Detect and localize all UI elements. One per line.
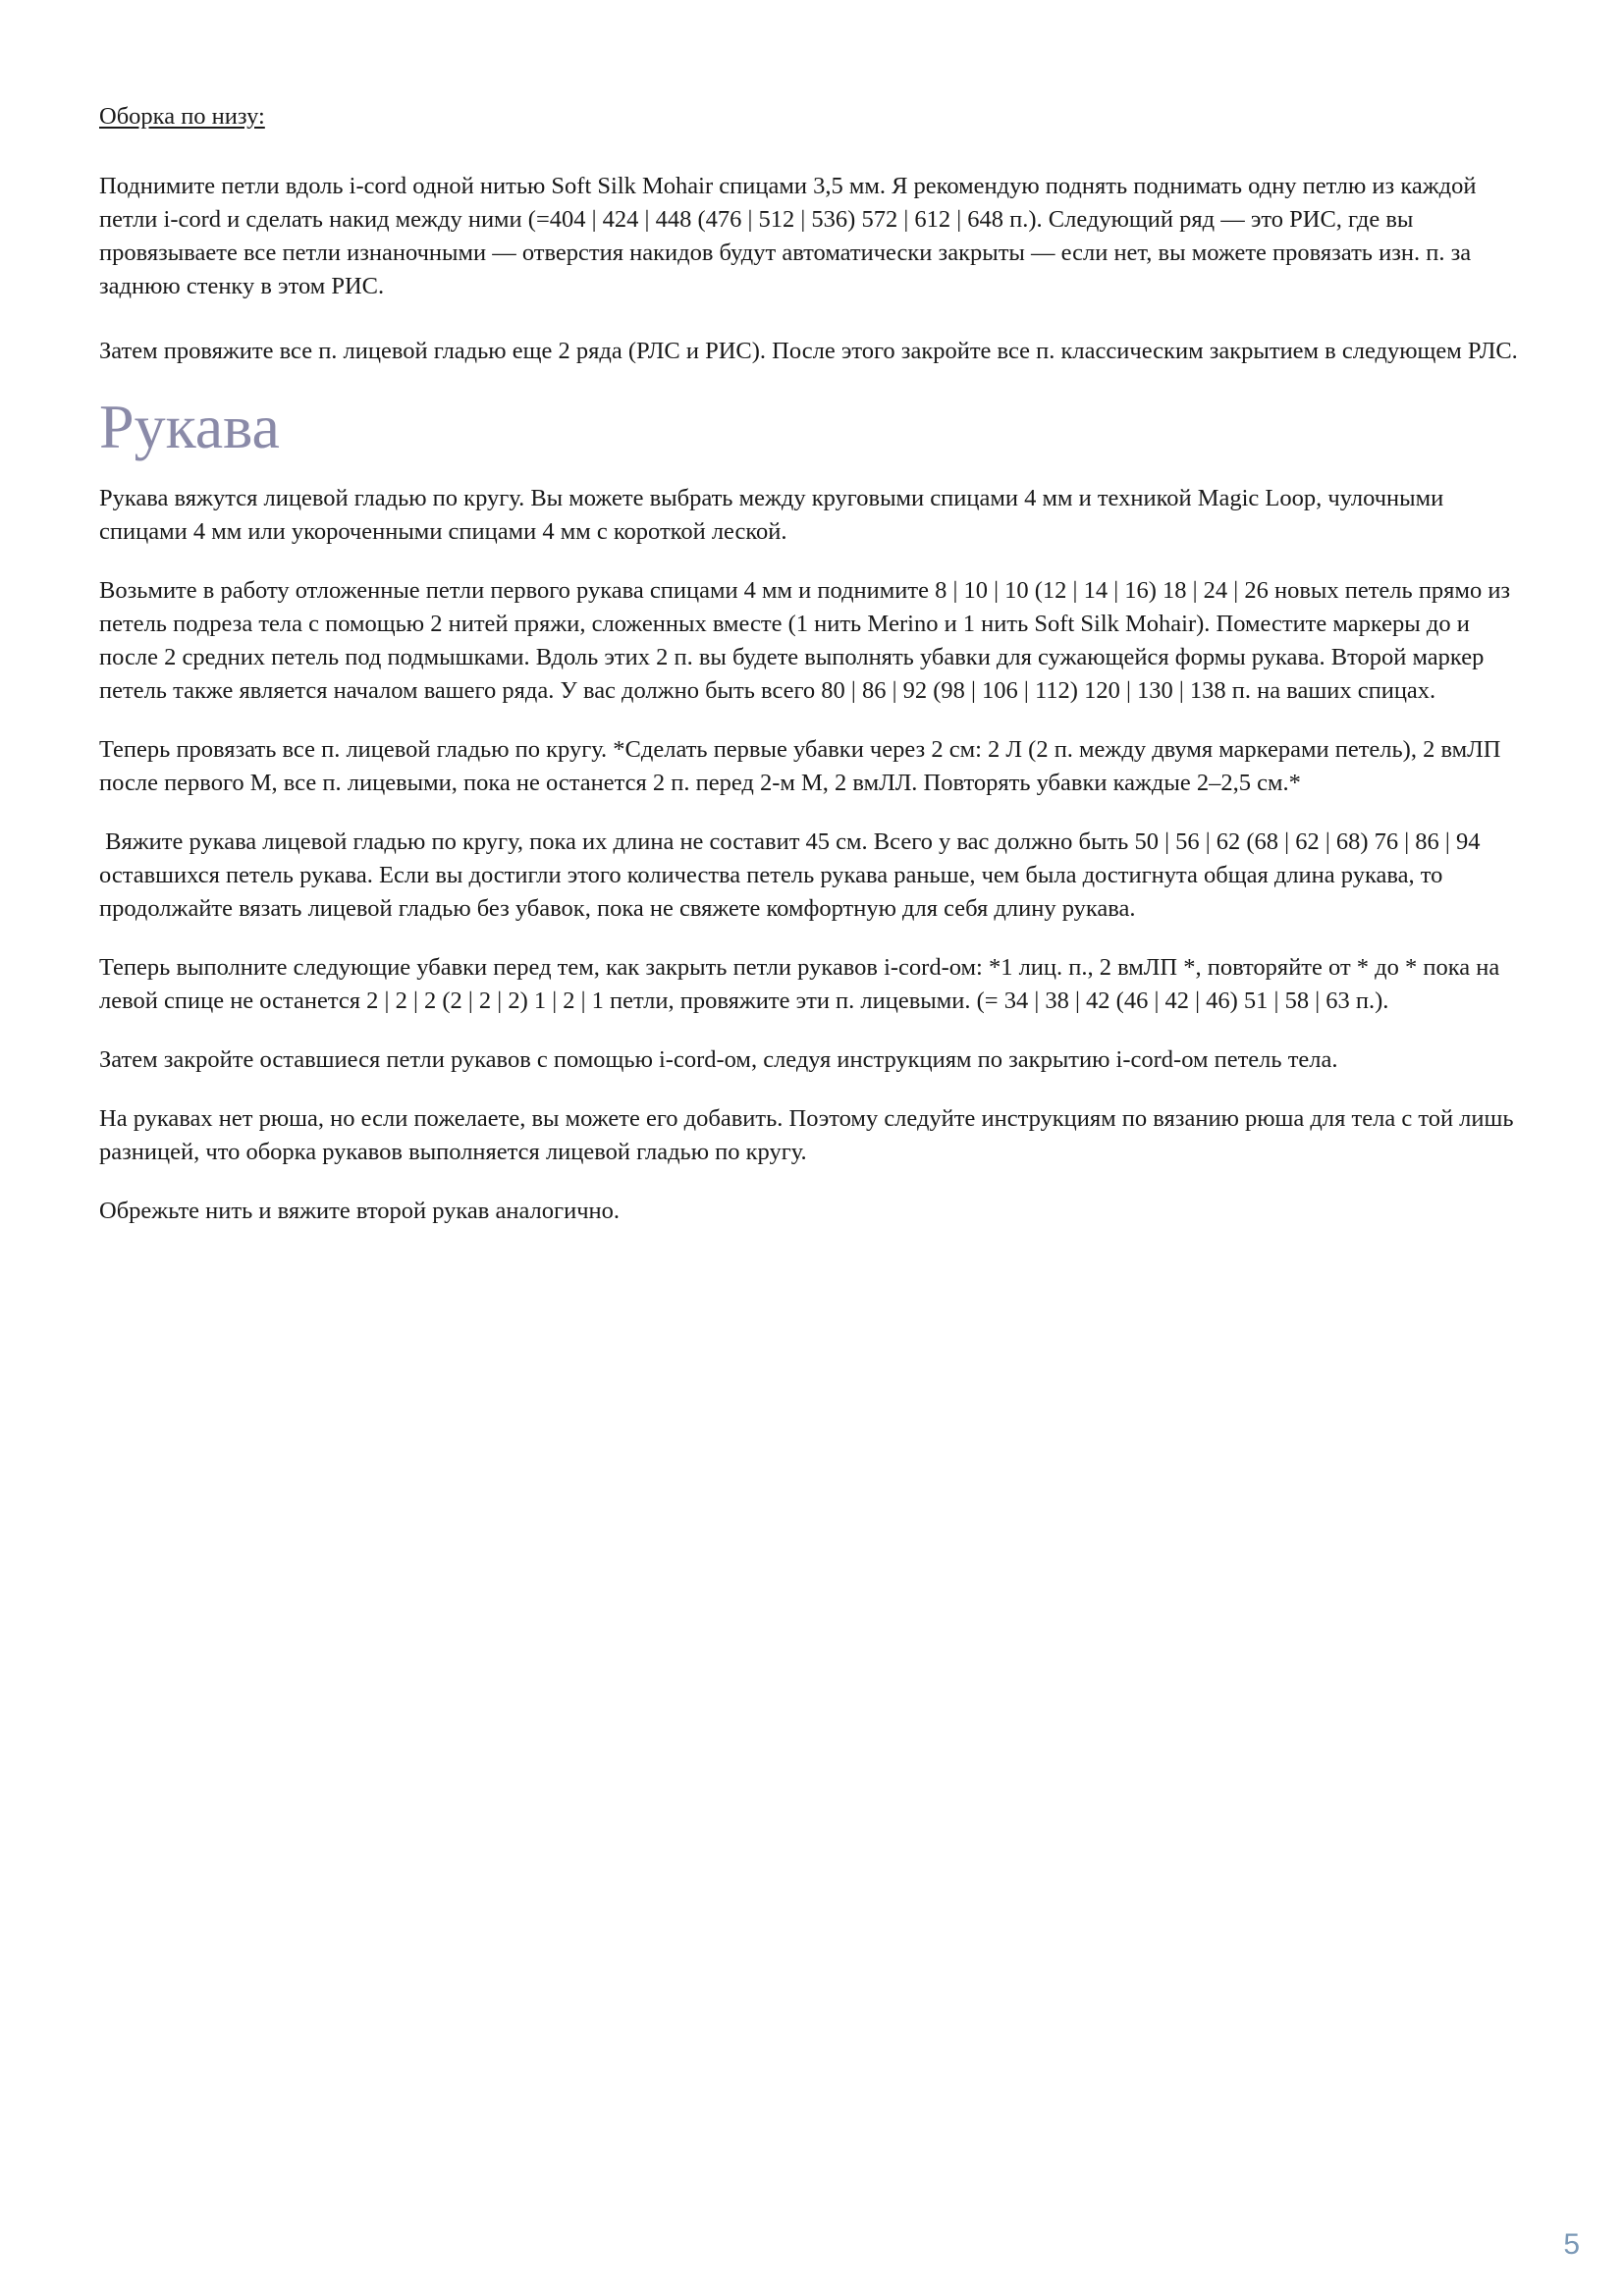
- document-page: [99, 100, 1533, 1228]
- ruffle-subheading: Оборка по низу:: [99, 103, 265, 130]
- sleeves-paragraph-3: Теперь провязать все п. лицевой гладью по кругу. *Сделать первые убавки через 2 см: 2 Л (2 п. между двумя маркерами петель), 2 вмЛП после первого М, все п. лицевыми, пока не останется 2 п. перед 2-м М, 2 вмЛЛ. Повторять убавки каждые 2–2,5 см.*: [99, 736, 1501, 796]
- sleeves-heading: Рукава: [99, 392, 280, 461]
- ruffle-paragraph-2: Затем провяжите все п. лицевой гладью еще 2 ряда (РЛС и РИС). После этого закройте все п. классическим закрытием в следующем РЛС.: [99, 338, 1518, 364]
- sleeves-paragraph-5: Теперь выполните следующие убавки перед тем, как закрыть петли рукавов i-cord-ом: *1 лиц. п., 2 вмЛП *, повторяйте от * до * пока на левой спице не останется 2 | 2 | 2 (2 | 2 | 2) 1 | 2 | 1 петли, провяжите эти п. лицевыми. (= 34 | 38 | 42 (46 | 42 | 46) 51 | 58 | 63 п.).: [99, 954, 1500, 1014]
- sleeves-paragraph-4: Вяжите рукава лицевой гладью по кругу, пока их длина не составит 45 см. Всего у вас должно быть 50 | 56 | 62 (68 | 62 | 68) 76 | 86 | 94 оставшихся петель рукава. Если вы достигли этого количества петель рукава раньше, чем была достигнута общая длина рукава, то продолжайте вязать лицевой гладью без убавок, пока не свяжете комфортную для себя длину рукава.: [99, 828, 1487, 922]
- sleeves-paragraph-6: Затем закройте оставшиеся петли рукавов с помощью i-cord-ом, следуя инструкциям по закрытию i-cord-ом петель тела.: [99, 1046, 1338, 1073]
- sleeves-paragraph-1: Рукава вяжутся лицевой гладью по кругу. Вы можете выбрать между круговыми спицами 4 мм и техникой Magic Loop, чулочными спицами 4 мм или укороченными спицами 4 мм с короткой леской.: [99, 485, 1444, 545]
- sleeves-paragraph-2: Возьмите в работу отложенные петли первого рукава спицами 4 мм и поднимите 8 | 10 | 10 (12 | 14 | 16) 18 | 24 | 26 новых петель прямо из петель подреза тела с помощью 2 нитей пряжи, сложенных вместе (1 нить Merino и 1 нить Soft Silk Mohair). Поместите маркеры до и после 2 средних петель под подмышками. Вдоль этих 2 п. вы будете выполнять убавки для сужающейся формы рукава. Второй маркер петель также является началом вашего ряда. У вас должно быть всего 80 | 86 | 92 (98 | 106 | 112) 120 | 130 | 138 п. на ваших спицах.: [99, 577, 1511, 704]
- sleeves-paragraph-8: Обрежьте нить и вяжите второй рукав аналогично.: [99, 1198, 621, 1224]
- ruffle-paragraph-1: Поднимите петли вдоль i-cord одной нитью Soft Silk Mohair спицами 3,5 мм. Я рекомендую поднять поднимать одну петлю из каждой петли i-cord и сделать накид между ними (=404 | 424 | 448 (476 | 512 | 536) 572 | 612 | 648 п.). Следующий ряд — это РИС, где вы провязываете все петли изнаночными — отверстия накидов будут автоматически закрыты — если нет, вы можете провязать изн. п. за заднюю стенку в этом РИС.: [99, 173, 1477, 299]
- sleeves-paragraph-7: На рукавах нет рюша, но если пожелаете, вы можете его добавить. Поэтому следуйте инструкциям по вязанию рюша для тела с той лишь разницей, что оборка рукавов выполняется лицевой гладью по кругу.: [99, 1105, 1514, 1165]
- page-number: 5: [1563, 2228, 1580, 2261]
